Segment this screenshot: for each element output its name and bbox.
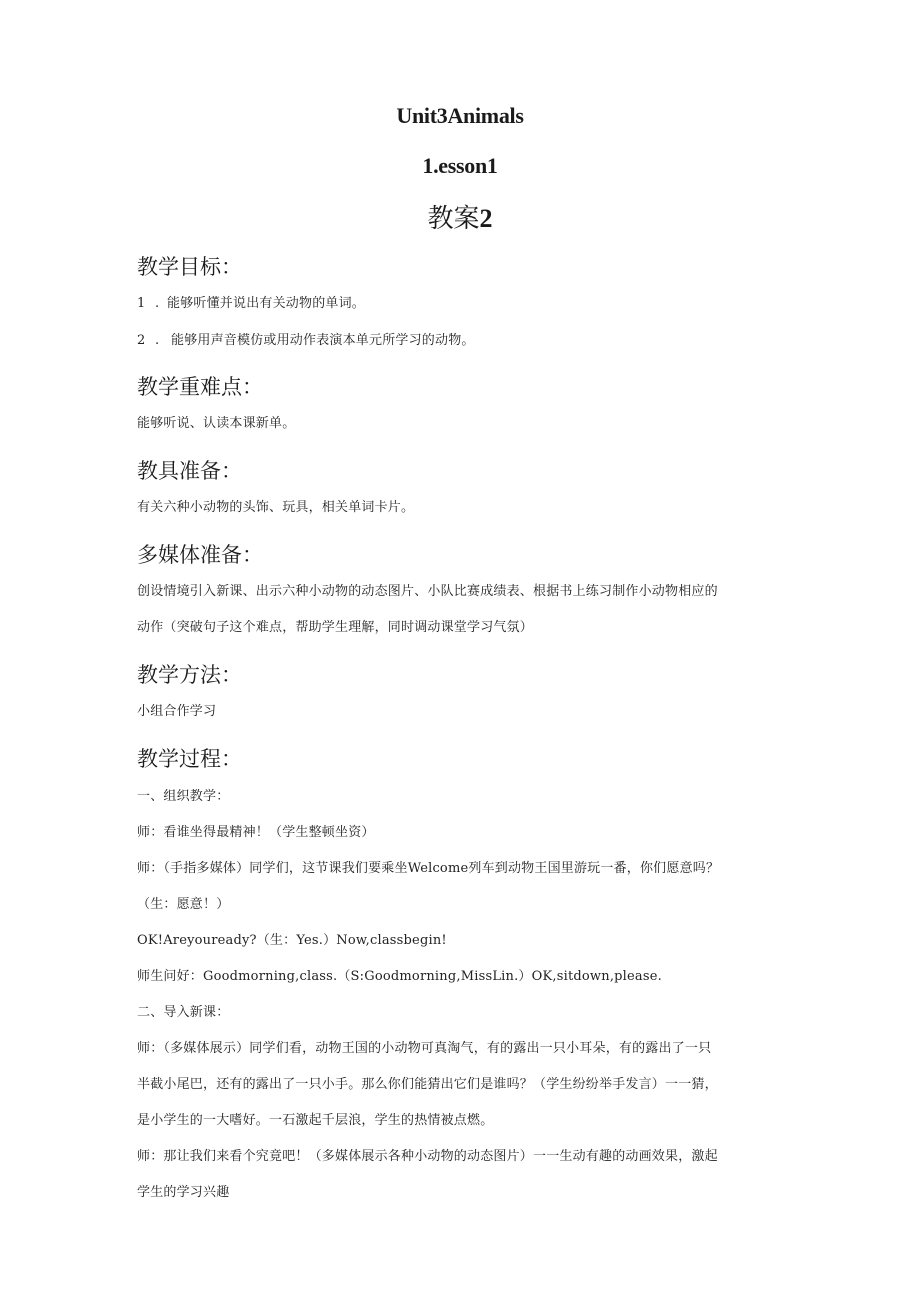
objective-number: 2 <box>137 333 146 348</box>
process-line: 一、组织教学： <box>137 789 230 804</box>
objectives-heading: 教学目标： <box>137 255 242 279</box>
plan-title <box>0 198 920 235</box>
process-line: 二、导入新课： <box>137 1005 230 1020</box>
multimedia-text-line-1: 创设情境引入新课、出示六种小动物的动态图片、小队比赛成绩表、根据书上练习制作小动物相应的 <box>137 584 718 599</box>
objective-text: 能够听懂并说出有关动物的单词。 <box>167 296 366 311</box>
process-line: 学生的学习兴趣 <box>137 1185 230 1200</box>
process-line: OK!Areyouready?（生：Yes.）Now,classbegin! <box>137 933 447 948</box>
process-heading: 教学过程： <box>137 747 242 771</box>
document-title: Unit3Animals <box>396 103 524 128</box>
key-points-heading: 教学重难点： <box>137 375 263 399</box>
objective-number: 1 <box>137 296 146 311</box>
multimedia-heading: 多媒体准备： <box>137 543 263 567</box>
process-line: 半截小尾巴，还有的露出了一只小手。那么你们能猜出它们是谁吗？（学生纷纷举手发言）一一猜， <box>137 1077 718 1092</box>
key-points-text: 能够听说、认读本课新单。 <box>137 416 296 431</box>
tools-text: 有关六种小动物的头饰、玩具，相关单词卡片。 <box>137 500 415 515</box>
process-line: 师：那让我们来看个究竟吧！（多媒体展示各种小动物的动态图片）一一生动有趣的动画效果，激起 <box>137 1149 718 1164</box>
objective-item-1: 1 . 能够听懂并说出有关动物的单词。 <box>137 296 366 311</box>
process-line: 师：看谁坐得最精神！（学生整顿坐资） <box>137 825 375 840</box>
tools-heading: 教具准备： <box>137 459 242 483</box>
plan-label: 教案 <box>427 204 480 233</box>
method-heading: 教学方法： <box>137 663 242 687</box>
process-line: 师：（手指多媒体）同学们，这节课我们要乘坐Welcome列车到动物王国里游玩一番，你们愿意吗？ <box>137 861 720 876</box>
process-line: 师：（多媒体展示）同学们看，动物王国的小动物可真淘气，有的露出一只小耳朵，有的露出了一只 <box>137 1041 712 1056</box>
objective-text: 能够用声音模仿或用动作表演本单元所学习的动物。 <box>171 333 475 348</box>
process-line: 师生问好：Goodmorning,class.（S:Goodmorning,MissLin.）OK,sitdown,please. <box>137 969 662 984</box>
multimedia-text-line-2: 动作（突破句子这个难点，帮助学生理解，同时调动课堂学习气氛） <box>137 620 534 635</box>
process-line: （生：愿意！） <box>137 897 230 912</box>
method-text: 小组合作学习 <box>137 704 217 719</box>
objective-item-2: 2 . 能够用声音模仿或用动作表演本单元所学习的动物。 <box>137 333 475 348</box>
plan-number: 2 <box>479 204 493 233</box>
process-line: 是小学生的一大嗜好。一石激起千层浪，学生的热情被点燃。 <box>137 1113 494 1128</box>
lesson-title: 1.esson1 <box>422 153 498 178</box>
